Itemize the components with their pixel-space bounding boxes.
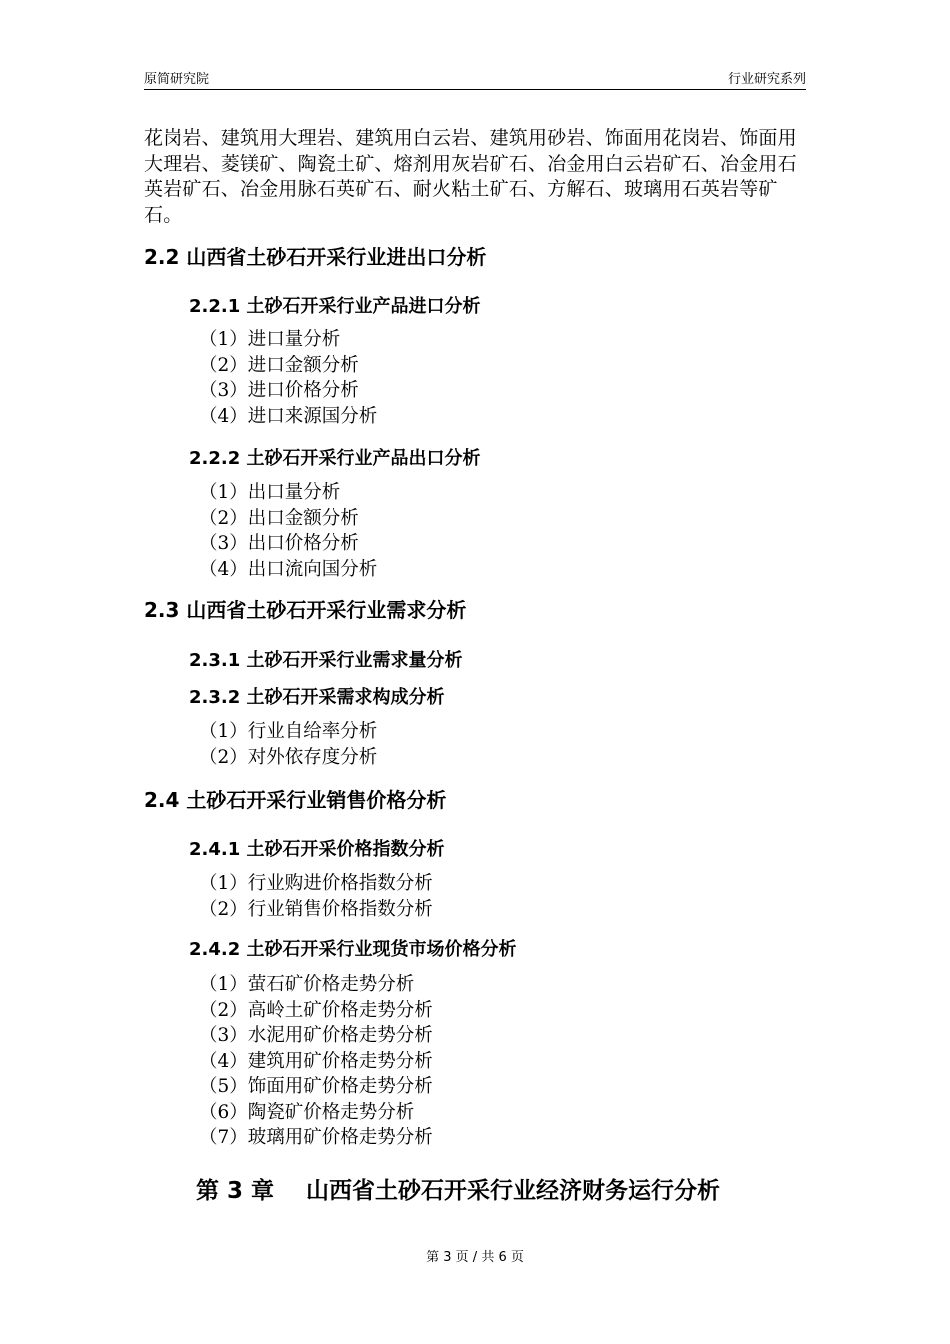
list-item: （1）进口量分析: [199, 329, 341, 350]
section-2-2-1-list: [199, 327, 377, 429]
header-series-name: 行业研究系列: [727, 72, 806, 87]
list-item: （4）进口来源国分析: [199, 405, 378, 427]
section-2-4-2-title: 2.4.2 土砂石开采行业现货市场价格分析: [189, 939, 517, 960]
list-item: （1）行业购进价格指数分析: [199, 873, 433, 894]
list-item: （2）进口金额分析: [199, 354, 359, 376]
section-2-3-2-list: [199, 719, 377, 770]
header-org-name: 原简研究院: [144, 72, 210, 87]
section-2-3-1-title: 2.3.1 土砂石开采行业需求量分析: [189, 650, 463, 671]
header-divider: [144, 89, 806, 90]
list-item: （6）陶瓷矿价格走势分析: [199, 1101, 415, 1123]
list-item: （3）水泥用矿价格走势分析: [199, 1025, 433, 1046]
list-item: （5）饰面用矿价格走势分析: [199, 1076, 433, 1097]
list-item: （4）建筑用矿价格走势分析: [199, 1050, 433, 1072]
list-item: （3）出口价格分析: [199, 533, 359, 554]
section-2-2-title: 2.2 山西省土砂石开采行业进出口分析: [144, 245, 487, 269]
section-2-2-2-list: [199, 480, 377, 582]
section-2-4-2-list: [199, 972, 433, 1151]
section-2-3-2-title: 2.3.2 土砂石开采需求构成分析: [189, 687, 445, 708]
section-2-2-1-title: 2.2.1 土砂石开采行业产品进口分析: [189, 296, 481, 317]
list-item: （4）出口流向国分析: [199, 558, 378, 580]
list-item: （1）出口量分析: [199, 482, 341, 503]
section-2-3-title: 2.3 山西省土砂石开采行业需求分析: [144, 598, 467, 622]
list-item: （2）行业销售价格指数分析: [199, 898, 433, 920]
list-item: （2）出口金额分析: [199, 507, 359, 529]
list-item: （2）高岭土矿价格走势分析: [199, 999, 433, 1021]
section-2-4-1-list: [199, 871, 433, 922]
list-item: （7）玻璃用矿价格走势分析: [199, 1127, 433, 1148]
list-item: （2）对外依存度分析: [199, 746, 378, 768]
chapter-3-title: 第 3 章 山西省土砂石开采行业经济财务运行分析: [196, 1178, 721, 1204]
page-content: [144, 126, 806, 1148]
section-2-2-2-title: 2.2.2 土砂石开采行业产品出口分析: [189, 448, 481, 469]
list-item: （1）行业自给率分析: [199, 721, 378, 742]
intro-paragraph: 花岗岩、建筑用大理岩、建筑用白云岩、建筑用砂岩、饰面用花岗岩、饰面用大理岩、菱镁矿、陶瓷土矿、熔剂用灰岩矿石、冶金用白云岩矿石、冶金用石英岩矿石、冶金用脉石英矿石、耐火粘土矿石、方解石、玻璃用石英岩等矿石。: [144, 127, 797, 226]
page-header: [144, 68, 806, 88]
page-footer: 第 3 页 / 共 6 页: [426, 1250, 524, 1265]
list-item: （3）进口价格分析: [199, 380, 359, 401]
list-item: （1）萤石矿价格走势分析: [199, 974, 415, 995]
section-2-4-title: 2.4 土砂石开采行业销售价格分析: [144, 788, 447, 812]
section-2-4-1-title: 2.4.1 土砂石开采价格指数分析: [189, 839, 445, 860]
